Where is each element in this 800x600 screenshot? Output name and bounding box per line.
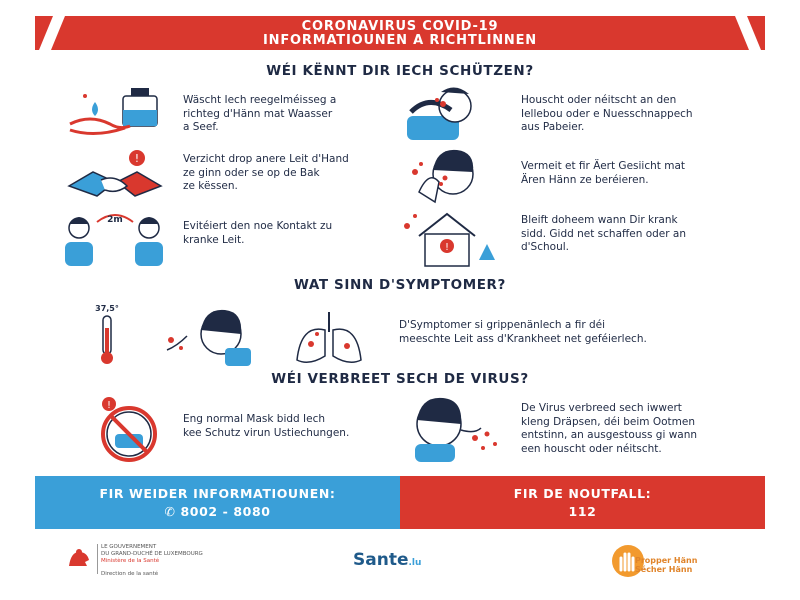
- no-face-touch-icon: [405, 144, 485, 206]
- protect-item-text: Vermeit et fir Äert Gesiicht mat Ären Hänn ze beréieren.: [521, 160, 685, 186]
- section-title-symptoms: WAT SINN D'SYMPTOMER?: [294, 277, 506, 293]
- symptoms-text: D'Symptomer si grippenänlech a fir déi meeschte Leit ass d'Krankheet net geféierlech.: [399, 319, 647, 345]
- handwash-icon: [65, 82, 165, 138]
- svg-text:!: !: [444, 242, 450, 253]
- protect-item-text: Bleift doheem wann Dir krank sidd. Gidd net schaffen oder an d'Schoul.: [521, 214, 686, 253]
- sante-logo: Sante.lu: [353, 550, 422, 570]
- thermometer-label: 37,5°: [95, 304, 119, 313]
- spread-item-text: Eng normal Mask bidd Iech kee Schutz virun Ustiechungen.: [183, 413, 350, 439]
- gov-logo-text: LE GOUVERNEMENT DU GRAND-DUCHÉ DE LUXEMBOURG Ministère de la Santé Direction de la santé: [101, 544, 203, 577]
- info-panel: [35, 476, 400, 529]
- emergency-number[interactable]: 112: [568, 504, 597, 519]
- stay-home-icon: [399, 206, 499, 270]
- lungs-icon: [289, 306, 369, 368]
- sneeze-elbow-icon: [403, 82, 483, 140]
- lion-logo-icon: [65, 546, 93, 570]
- distance-icon: [61, 208, 171, 268]
- emergency-panel: [400, 476, 765, 529]
- protect-item-text: Verzicht drop anere Leit d'Hand ze ginn oder se op de Bak ze këssen.: [183, 153, 349, 192]
- svg-text:!: !: [106, 400, 112, 411]
- protect-item-text: Evitéiert den noe Kontakt zu kranke Leit.: [183, 220, 333, 246]
- emergency-title: FIR DE NOUTFALL:: [513, 486, 652, 501]
- poster: [35, 16, 765, 600]
- fever-face-icon: [159, 306, 259, 368]
- section-title-protect: WÉI KËNNT DIR IECH SCHÜTZEN?: [266, 63, 534, 79]
- spread-item-text: De Virus verbreed sech iwwert kleng Dräpsen, déi beim Ootmen entstinn, an ausgestouss gi wann een houscht oder néitscht.: [521, 402, 698, 455]
- logo-divider: [97, 544, 98, 574]
- propper-logo-text: Propper Hänn Sécher Hänn: [635, 556, 698, 574]
- header-banner: [35, 16, 765, 50]
- phone-icon: ✆: [164, 504, 176, 519]
- svg-text:!: !: [134, 152, 140, 165]
- protect-item-text: Houscht oder néitscht an den Iellebou oder e Nuesschnappech aus Pabeier.: [521, 94, 693, 133]
- thermometer-icon: [87, 302, 127, 366]
- no-handshake-icon: [65, 148, 165, 206]
- cough-droplets-icon: [399, 394, 509, 464]
- header-title-line1: CORONAVIRUS COVID-19: [301, 19, 499, 34]
- header-title-line2: INFORMATIOUNEN A RICHTLINNEN: [263, 33, 537, 48]
- info-title: FIR WEIDER INFORMATIOUNEN:: [99, 486, 336, 501]
- protect-item-text: Wäscht Iech reegelméisseg a richteg d'Hänn mat Waasser a Seef.: [183, 94, 337, 133]
- no-mask-icon: [69, 396, 159, 462]
- section-title-spread: WÉI VERBREET SECH DE VIRUS?: [271, 371, 529, 387]
- distance-label: 2m: [107, 215, 123, 225]
- info-phone-number[interactable]: 8002 - 8080: [180, 504, 271, 519]
